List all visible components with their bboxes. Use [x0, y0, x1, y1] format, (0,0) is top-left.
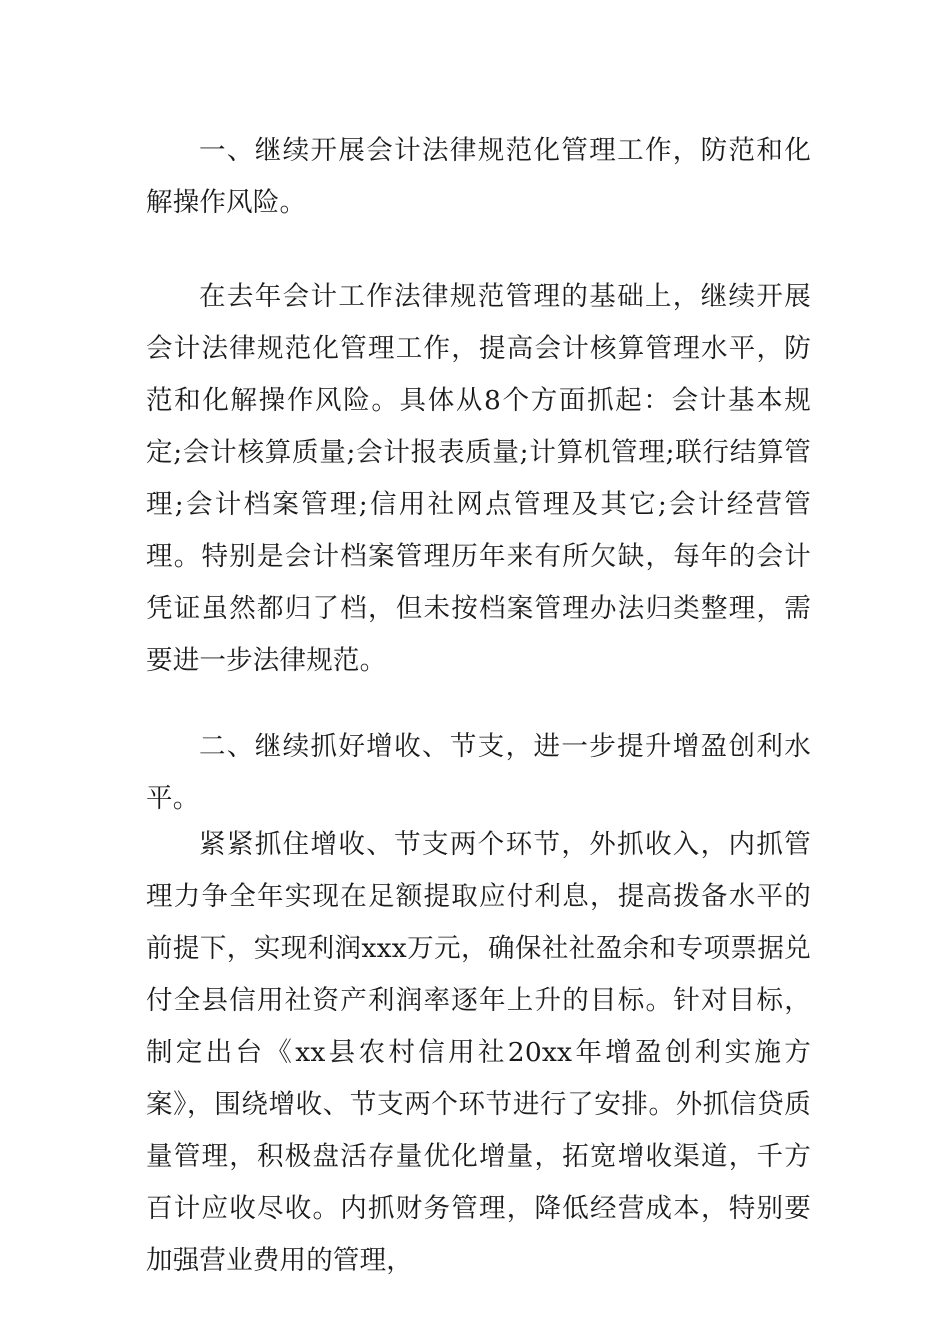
section-paragraph-2: 紧紧抓住增收、节支两个环节，外抓收入，内抓管理力争全年实现在足额提取应付利息，提高拨备水平的前提下，实现利润xxx万元，确保社社盈余和专项票据兑付全县信用社资产利润率逐年上升的目标。针对目标，制定出台《xx县农村信用社20xx年增盈创利实施方案》，围绕增收、节支两个环节进行了安排。外抓信贷质量管理，积极盘活存量优化增量，拓宽增收渠道，千方百计应收尽收。内抓财务管理，降低经营成本，特别要加强营业费用的管理，: [146, 829, 811, 1276]
section-heading-1: 一、继续开展会计法律规范化管理工作，防范和化解操作风险。: [146, 135, 811, 218]
section-heading-2: 二、继续抓好增收、节支，进一步提升增盈创利水平。: [146, 731, 811, 814]
section-paragraph-1: 在去年会计工作法律规范管理的基础上，继续开展会计法律规范化管理工作，提高会计核算管理水平，防范和化解操作风险。具体从8个方面抓起：会计基本规定;会计核算质量;会计报表质量;计算机管理;联行结算管理;会计档案管理;信用社网点管理及其它;会计经营管理。特别是会计档案管理历年来有所欠缺，每年的会计凭证虽然都归了档，但未按档案管理办法归类整理，需要进一步法律规范。: [146, 281, 811, 676]
